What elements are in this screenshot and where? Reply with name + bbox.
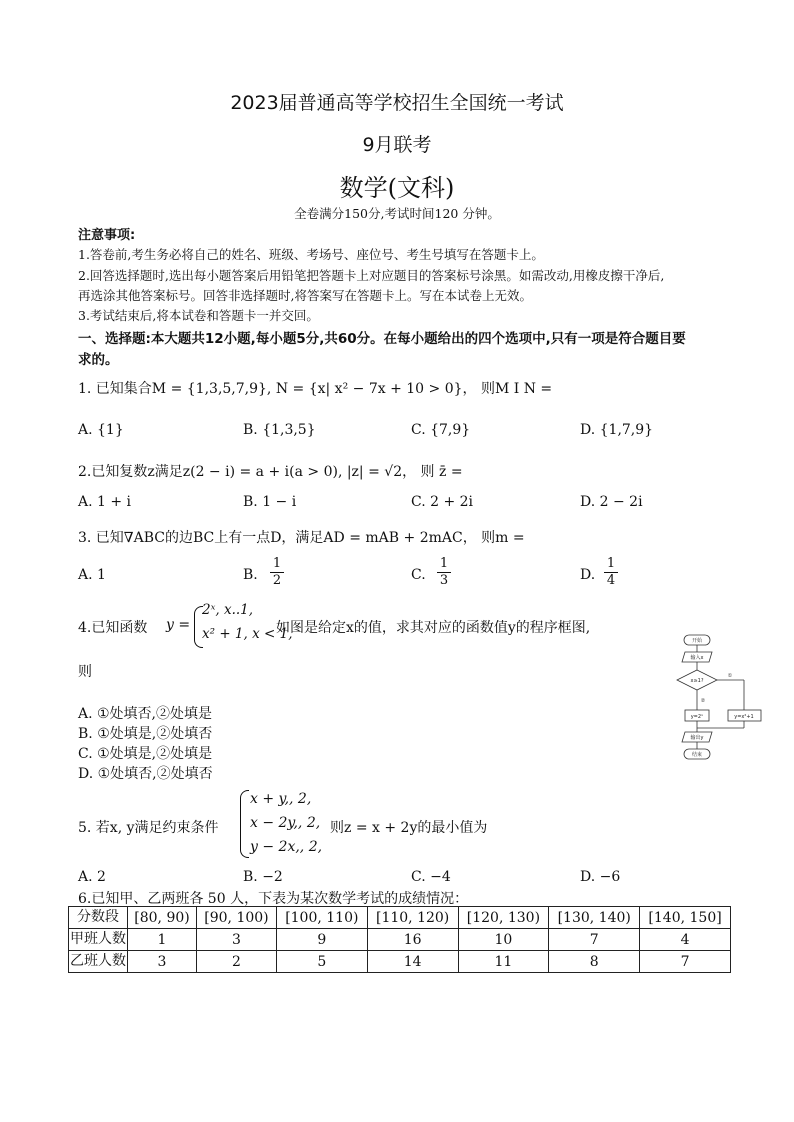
note-item: 2.回答选择题时,选出每小题答案后用铅笔把答题卡上对应题目的答案标号涂黑。如需改动,用橡皮擦干净后, [78,268,665,283]
q3-option-d: D. [580,567,596,583]
row-label: 乙班人数 [69,951,128,973]
fraction-denominator: 4 [604,572,618,589]
score-table [68,906,731,973]
question-3-stem: 3. 已知∇ABC的边BC上有一点D，满足AD = mAB + 2mAC， 则m = [78,530,525,546]
question-4-case-1: 2ˣ, x..1, [202,602,254,618]
q4-option-d: D. ①处填否,②处填否 [78,766,213,782]
table-header-cell: [100, 110) [276,907,367,929]
table-cell: 9 [276,929,367,951]
table-header-cell: [90, 100) [197,907,277,929]
constraint-1: x + y,, 2, [250,791,312,807]
flow-output-label: 输出y [690,735,704,741]
q1-option-b: B. {1,3,5} [243,422,316,438]
q3-option-d-fraction [604,556,618,589]
question-5-prefix: 5. 若x, y满足约束条件 [78,820,219,836]
flow-input-label: 输入x [690,655,704,661]
table-cell: 4 [640,929,731,951]
table-cell: 1 [128,929,197,951]
q4-option-c: C. ①处填是,②处填是 [78,746,213,762]
flow-branch-2: ② [700,698,706,704]
fraction-numerator: 1 [272,556,282,571]
question-5-suffix: 则z = x + 2y的最小值为 [330,820,488,836]
fraction-denominator: 2 [270,572,284,589]
question-4-tail: 则 [78,664,92,680]
constraint-2: x − 2y,, 2, [250,815,321,831]
question-4-prefix: 4.已知函数 [78,620,148,636]
question-4-case-2: x² + 1, x < 1, [202,626,293,642]
q3-option-b-fraction [270,556,284,589]
q4-option-b: B. ①处填是,②处填否 [78,726,213,742]
q5-option-a: A. 2 [78,869,106,885]
table-cell: 7 [640,951,731,973]
exam-title: 2023届普通高等学校招生全国统一考试 [230,92,564,114]
table-header-row [69,907,731,929]
note-item: 3.考试结束后,将本试卷和答题卡一并交回。 [78,308,319,323]
exam-subtitle: 9月联考 [362,134,432,156]
flow-branch-1: ① [727,673,733,679]
question-4-suffix: 如图是给定x的值，求其对应的函数值y的程序框图, [276,620,591,636]
table-cell: 11 [458,951,549,973]
q3-option-c-fraction [437,556,451,589]
q2-option-d: D. 2 − 2i [580,494,643,510]
table-cell: 7 [549,929,640,951]
fraction-numerator: 1 [606,556,616,571]
table-header-cell: 分数段 [69,907,128,929]
table-header-cell: [130, 140) [549,907,640,929]
program-flowchart [672,632,772,762]
q5-option-c: C. −4 [411,869,451,885]
row-label: 甲班人数 [69,929,128,951]
table-row [69,929,731,951]
q1-option-c: C. {7,9} [411,422,471,438]
question-4-func-lhs: y = [166,617,191,633]
q3-option-b: B. [243,567,258,583]
table-cell: 14 [367,951,458,973]
flow-condition-label: x≥1? [690,678,704,684]
flow-right-label: y=x²+1 [734,714,754,720]
subject-title: 数学(文科) [339,174,455,202]
q1-option-a: A. {1} [78,422,124,438]
q1-option-d: D. {1,7,9} [580,422,654,438]
note-item: 1.答卷前,考生务必将自己的姓名、班级、考场号、座位号、考生号填写在答题卡上。 [78,247,544,262]
flow-end-label: 结束 [691,752,703,758]
section-heading-cont: 求的。 [78,352,119,368]
table-header-cell: [110, 120) [367,907,458,929]
q5-option-b: B. −2 [243,869,283,885]
question-1-stem: 1. 已知集合M = {1,3,5,7,9}, N = {x| x² − 7x + 10 > 0}， 则M I N = [78,381,553,397]
flow-start-label: 开始 [691,638,703,644]
table-cell: 16 [367,929,458,951]
note-item: 再选涂其他答案标号。回答非选择题时,将答案写在答题卡上。写在本试卷上无效。 [78,288,532,303]
table-cell: 2 [197,951,277,973]
notes-heading: 注意事项: [78,228,136,243]
section-heading: 一、选择题:本大题共12小题,每小题5分,共60分。在每小题给出的四个选项中,只有一项是符合题目要 [78,331,686,347]
fraction-numerator: 1 [439,556,449,571]
table-header-cell: [120, 130) [458,907,549,929]
table-row [69,951,731,973]
table-cell: 3 [197,929,277,951]
table-header-cell: [140, 150] [640,907,731,929]
q2-option-b: B. 1 − i [243,494,297,510]
table-header-cell: [80, 90) [128,907,197,929]
q4-option-a: A. ①处填否,②处填是 [78,706,213,722]
question-6-stem: 6.已知甲、乙两班各 50 人，下表为某次数学考试的成绩情况： [78,891,469,907]
question-2-stem: 2.已知复数z满足z(2 − i) = a + i(a > 0), |z| = √2， 则 z̄ = [78,464,463,480]
q2-option-c: C. 2 + 2i [411,494,474,510]
table-cell: 10 [458,929,549,951]
constraint-brace [240,790,249,858]
q3-option-a: A. 1 [78,567,106,583]
table-cell: 3 [128,951,197,973]
constraint-3: y − 2x,, 2, [250,839,323,855]
q3-option-c: C. [411,567,426,583]
fraction-denominator: 3 [437,572,451,589]
exam-info: 全卷满分150分,考试时间120 分钟。 [294,206,500,221]
table-cell: 8 [549,951,640,973]
q2-option-a: A. 1 + i [78,494,132,510]
q5-option-d: D. −6 [580,869,621,885]
table-cell: 5 [276,951,367,973]
flow-left-label: y=2ˣ [690,714,704,720]
